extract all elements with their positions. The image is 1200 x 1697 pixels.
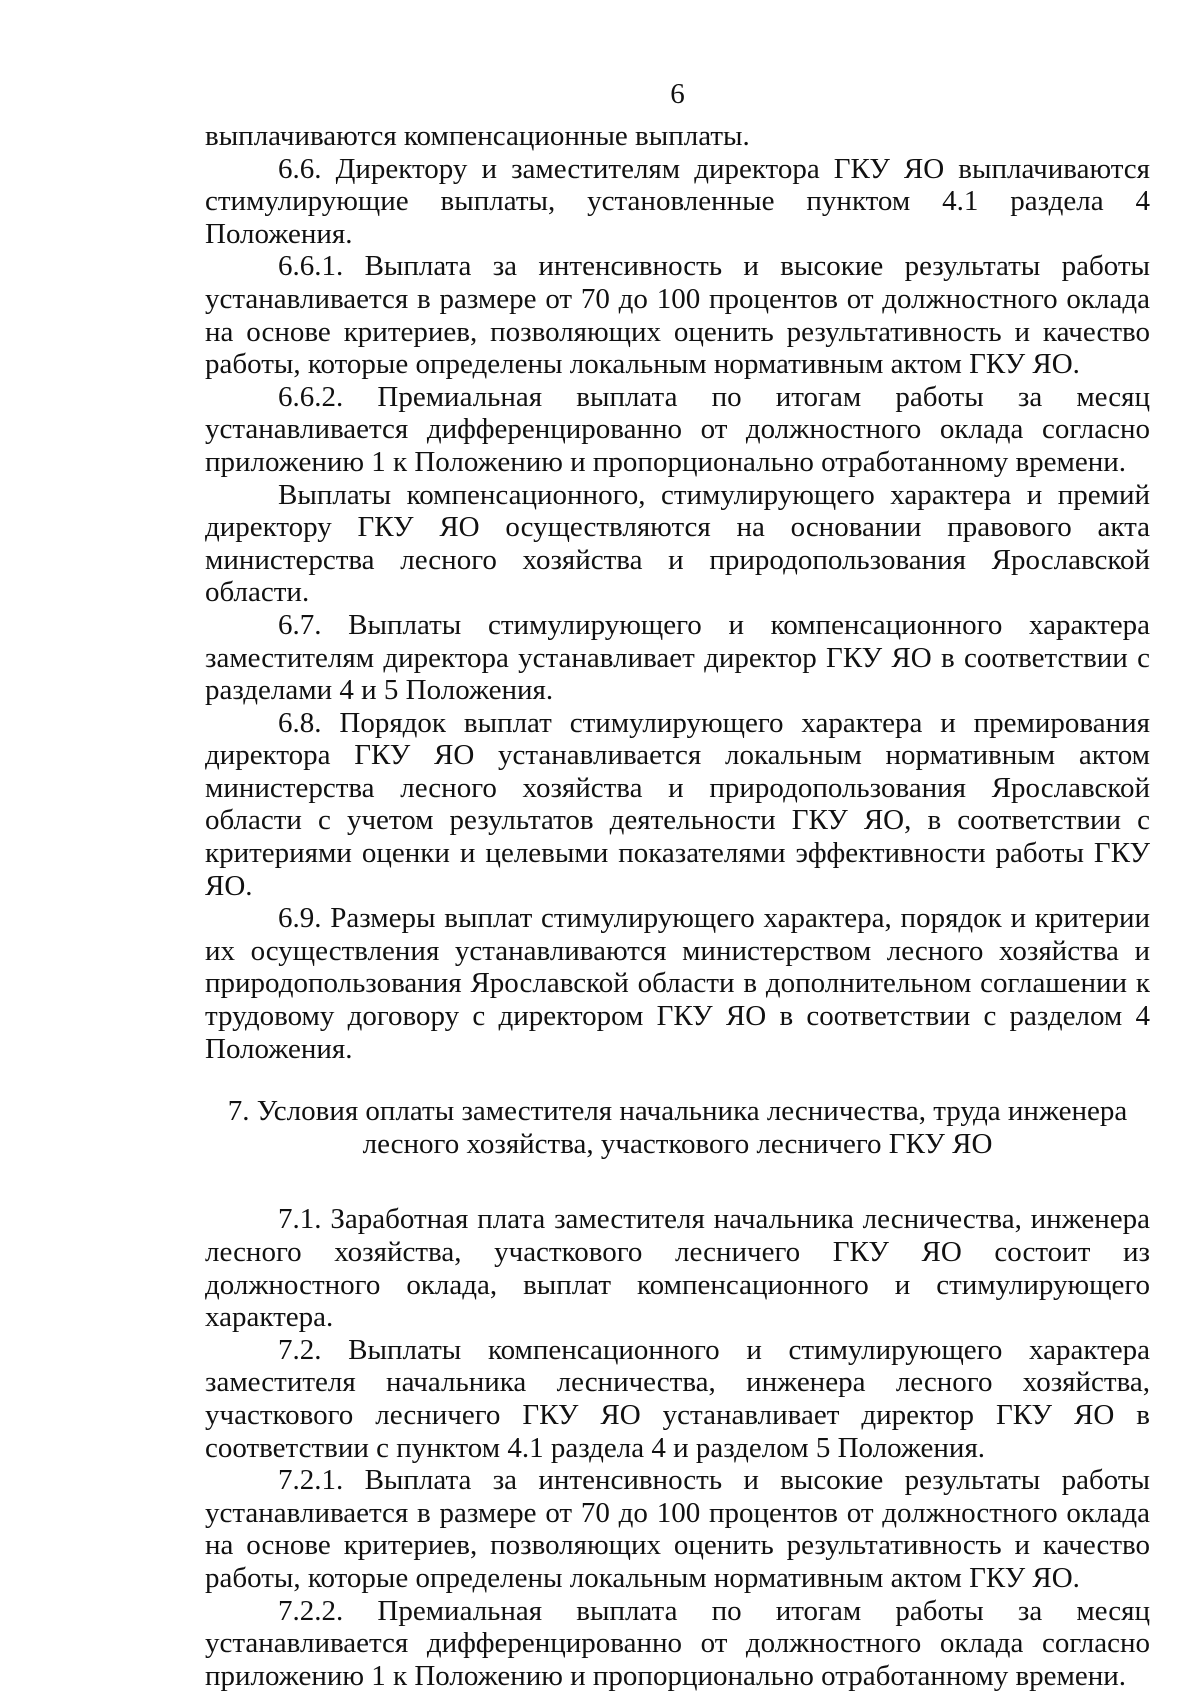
section-heading-line-2: лесного хозяйства, участкового лесничего ГКУ ЯО — [362, 1127, 993, 1160]
paragraph-6-6-2: 6.6.2. Премиальная выплата по итогам работы за месяц устанавливается дифференцированно от должностного оклада согласно приложению 1 к Положению и пропорционально отработанному времени. — [205, 380, 1150, 478]
paragraph-6-7: 6.7. Выплаты стимулирующего и компенсационного характера заместителям директора устанавливает директор ГКУ ЯО в соответствии с разделами 4 и 5 Положения. — [205, 608, 1150, 707]
paragraphs-after-section — [205, 1203, 1150, 1692]
section-heading — [205, 1095, 1150, 1160]
paragraph-6-6: 6.6. Директору и заместителям директора ГКУ ЯО выплачиваются стимулирующие выплаты, установленные пунктом 4.1 раздела 4 Положения. — [205, 152, 1150, 250]
paragraph-7-1: 7.1. Заработная плата заместителя начальника лесничества, инженера лесного хозяйства, участкового лесничего ГКУ ЯО состоит из должностного оклада, выплат компенсационного и стимулирующего характера. — [205, 1203, 1150, 1334]
page-number: 6 — [670, 78, 685, 110]
paragraph: выплачиваются компенсационные выплаты. — [205, 120, 750, 152]
paragraph-7-2-2: 7.2.2. Премиальная выплата по итогам работы за месяц устанавливается дифференцированно от должностного оклада согласно приложению 1 к Положению и пропорционально отработанному времени. — [205, 1594, 1150, 1692]
paragraph-7-2-1: 7.2.1. Выплата за интенсивность и высокие результаты работы устанавливается в размере от 70 до 100 процентов от должностного оклада на основе критериев, позволяющих оценить результативность и качество работы, которые определены локальным нормативным актом ГКУ ЯО. — [205, 1464, 1150, 1594]
paragraph-7-2: 7.2. Выплаты компенсационного и стимулирующего характера заместителя начальника лесничества, инженера лесного хозяйства, участкового лесничего ГКУ ЯО устанавливает директор ГКУ ЯО в соответствии с пунктом 4.1 раздела 4 и разделом 5 Положения. — [205, 1333, 1150, 1464]
paragraph-6-9: 6.9. Размеры выплат стимулирующего характера, порядок и критерии их осуществления устанавливаются министерством лесного хозяйства и природопользования Ярославской области в дополнительном соглашении к трудовому договору с директором ГКУ ЯО в соответствии с разделом 4 Положения. — [205, 902, 1150, 1065]
section-heading-line-1: 7. Условия оплаты заместителя начальника лесничества, труда инженера — [227, 1095, 1128, 1128]
document-page — [205, 78, 1150, 1692]
paragraph-6-8: 6.8. Порядок выплат стимулирующего характера и премирования директора ГКУ ЯО устанавливается локальным нормативным актом министерства лесного хозяйства и природопользования Ярославской области с учетом результатов деятельности ГКУ ЯО, в соответствии с критериями оценки и целевыми показателями эффективности работы ГКУ ЯО. — [205, 706, 1150, 902]
paragraph-6-6-1: 6.6.1. Выплата за интенсивность и высокие результаты работы устанавливается в размере от 70 до 100 процентов от должностного оклада на основе критериев, позволяющих оценить результативность и качество работы, которые определены локальным нормативным актом ГКУ ЯО. — [205, 250, 1150, 381]
paragraph-director-payments: Выплаты компенсационного, стимулирующего характера и премий директору ГКУ ЯО осуществляются на основании правового акта министерства лесного хозяйства и природопользования Ярославской области. — [205, 478, 1150, 609]
paragraphs-before-section — [205, 120, 1150, 1065]
